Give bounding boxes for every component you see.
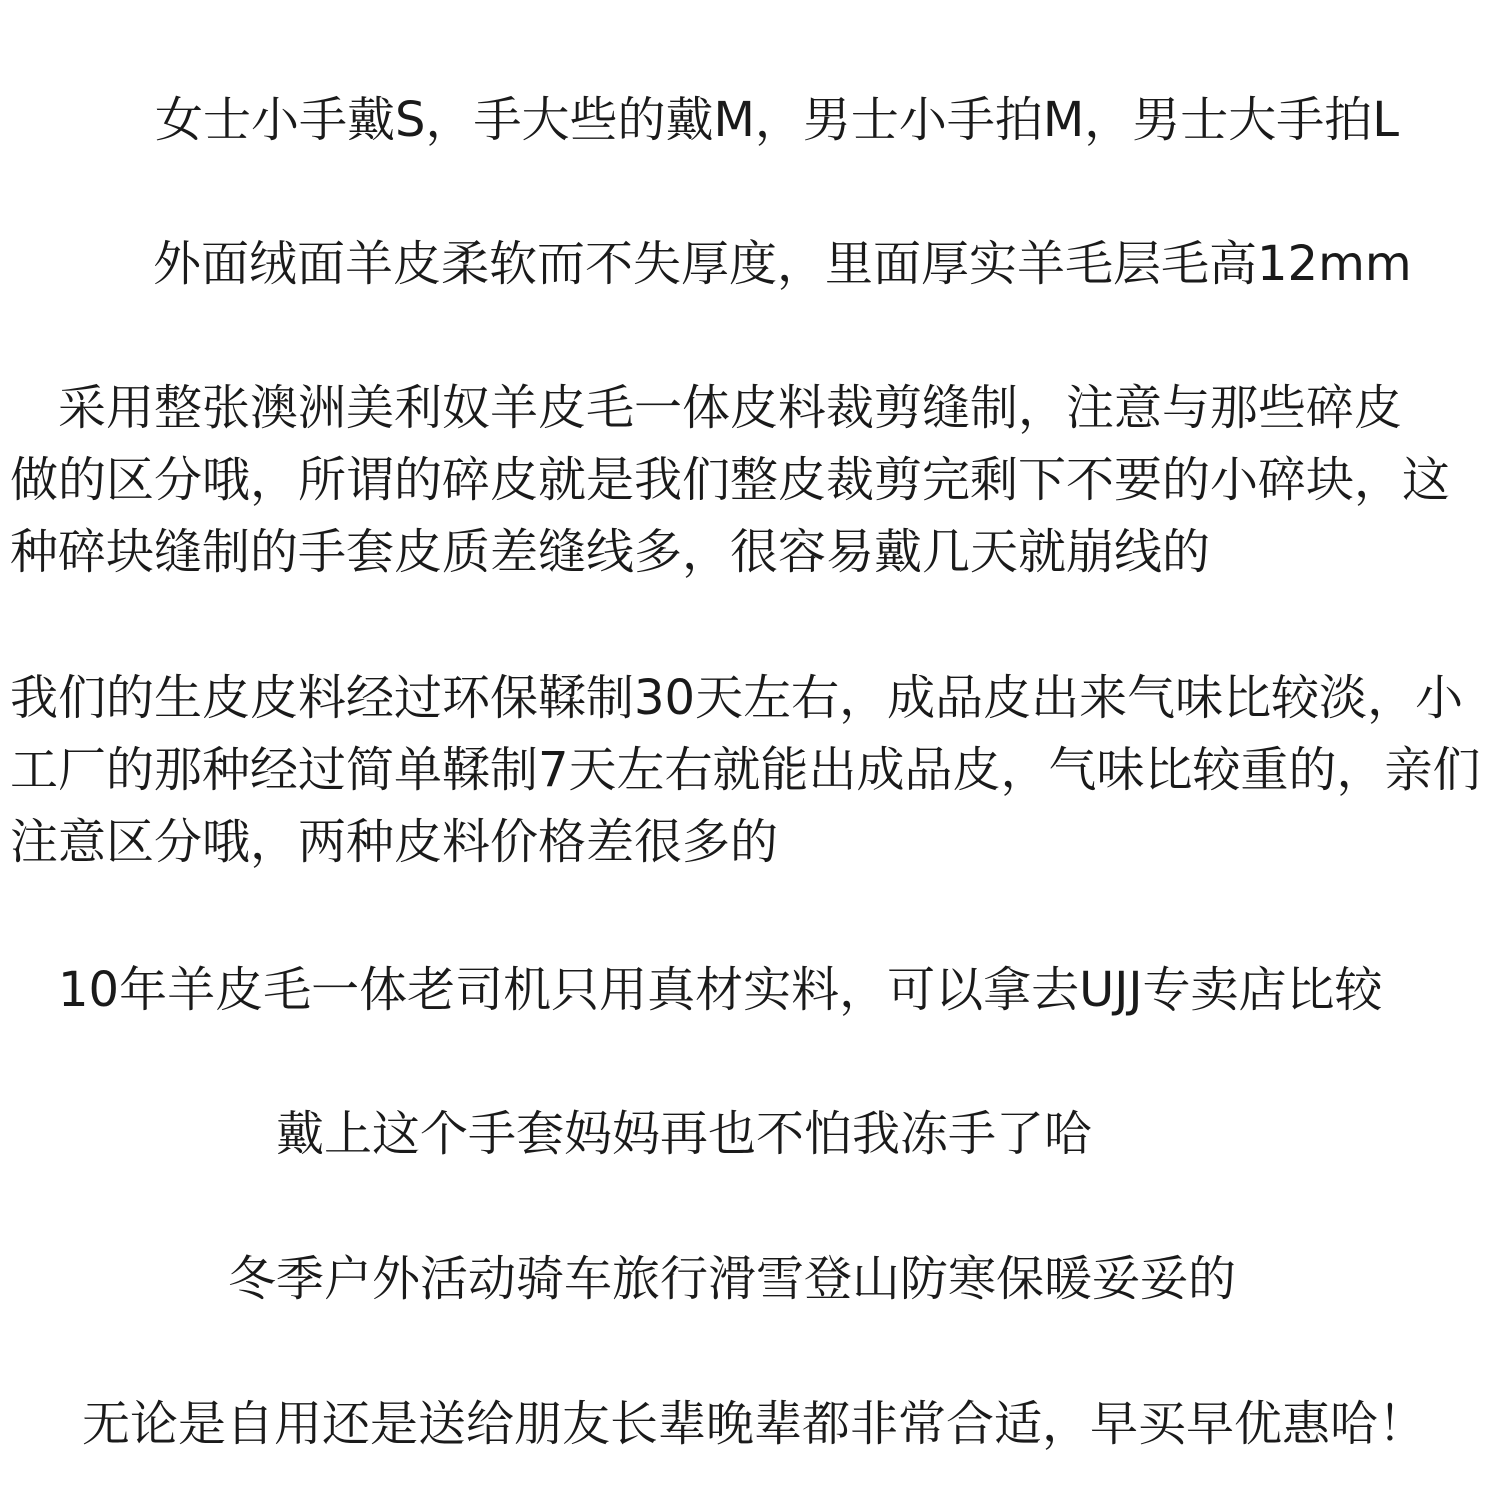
craft-paragraph [10, 372, 1490, 588]
tanning-line-2: 工厂的那种经过简单鞣制7天左右就能出成品皮，气味比较重的，亲们 [10, 742, 1481, 798]
size-guide-text: 女士小手戴S，手大些的戴M，男士小手拍M，男士大手拍L [155, 92, 1400, 148]
craft-line-2: 做的区分哦，所谓的碎皮就是我们整皮裁剪完剩下不要的小碎块，这 [10, 452, 1451, 508]
tanning-paragraph [10, 662, 1490, 878]
tanning-line-1: 我们的生皮皮料经过环保鞣制30天左右，成品皮出来气味比较淡，小 [10, 670, 1464, 726]
experience-text: 10年羊皮毛一体老司机只用真材实料，可以拿去UJJ专卖店比较 [58, 962, 1383, 1018]
tanning-line-3: 注意区分哦，两种皮料价格差很多的 [10, 814, 779, 870]
warmth-text: 戴上这个手套妈妈再也不怕我冻手了哈 [276, 1106, 1093, 1162]
craft-line-3: 种碎块缝制的手套皮质差缝线多，很容易戴几天就崩线的 [10, 524, 1211, 580]
usage-text: 冬季户外活动骑车旅行滑雪登山防寒保暖妥妥的 [228, 1251, 1237, 1307]
material-text: 外面绒面羊皮柔软而不失厚度，里面厚实羊毛层毛高12mm [153, 236, 1412, 292]
craft-line-1: 采用整张澳洲美利奴羊皮毛一体皮料裁剪缝制，注意与那些碎皮 [58, 380, 1403, 436]
gift-text: 无论是自用还是送给朋友长辈晚辈都非常合适，早买早优惠哈！ [82, 1396, 1427, 1452]
